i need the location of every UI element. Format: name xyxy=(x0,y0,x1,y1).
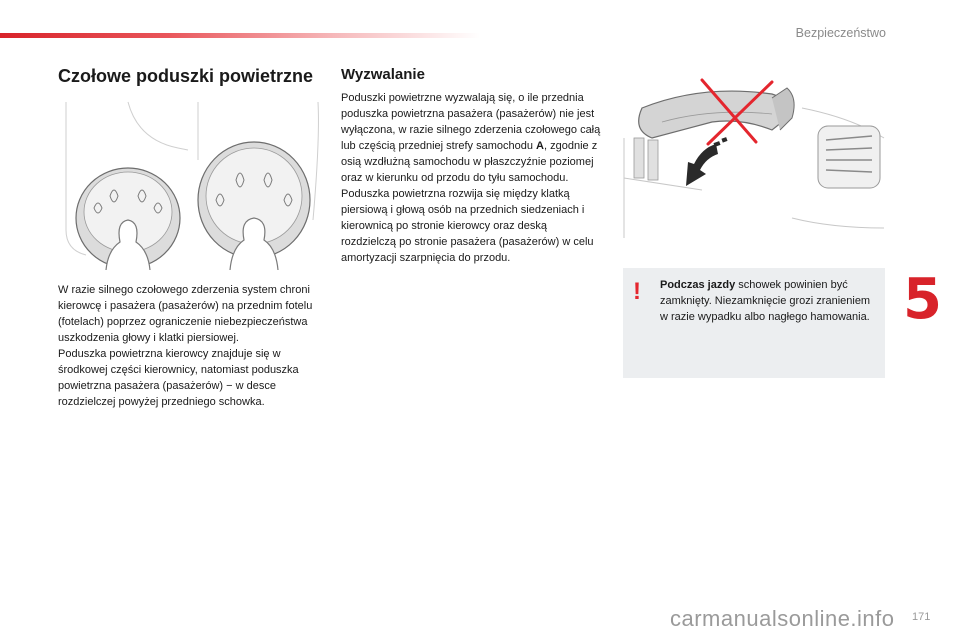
warning-box xyxy=(623,268,885,378)
intro-text xyxy=(58,282,328,410)
deployment-text xyxy=(341,90,605,266)
section-title: Bezpieczeństwo xyxy=(795,26,886,40)
deployment-paragraph: Poduszki powietrzne wyzwalają się, o ile przednia poduszka powietrzna pasażera (pasażerów) nie jest wyłączona, w razie silnego zderzenia czołowego całą lub częścią przedniej strefy samochodu A, zgodnie z osią wzdłużną samochodu w płaszczyźnie poziomej oraz w kierunku od przodu do tyłu samochodu. xyxy=(341,92,601,184)
dashboard-vent xyxy=(818,126,880,188)
warning-body: schowek powinien być zamknięty. Niezamknięcie grozi zranieniem w razie wypadku albo nagłego hamowania. xyxy=(660,279,871,323)
chapter-number: 5 xyxy=(903,267,942,332)
glovebox-warning-illustration xyxy=(622,78,886,246)
section-heading: Wyzwalanie xyxy=(341,66,425,83)
watermark: carmanualsonline.info xyxy=(670,606,895,631)
header-accent-bar xyxy=(0,33,480,38)
page-number: 171 xyxy=(912,611,931,623)
exclamation-icon: ! xyxy=(633,278,641,305)
open-glovebox-lid xyxy=(639,91,787,138)
intro-paragraph: W razie silnego czołowego zderzenia system chroni kierowcę i pasażera (pasażerów) na przednim fotelu (fotelach) poprzez ograniczenie niebezpieczeństwa uszkodzenia głowy i klatki piersiowej. xyxy=(58,284,313,344)
zone-label: A xyxy=(536,140,544,152)
dashboard-buttons xyxy=(634,138,658,180)
passenger-airbag xyxy=(198,142,310,270)
driver-airbag xyxy=(76,168,180,270)
front-airbags-illustration xyxy=(58,100,320,280)
warning-emphasis: Podczas jazdy xyxy=(660,279,736,291)
inflation-paragraph: Poduszka powietrzna rozwija się między klatką piersiową i głową osób na przednich siedzeniach i kierownicą po stronie kierowcy oraz deską rozdzielczą po stronie pasażera (pasażerów) w celu amortyzacji szarpnięcia do przodu. xyxy=(341,188,594,264)
location-paragraph: Poduszka powietrzna kierowcy znajduje się w środkowej części kierownicy, natomiast poduszka powietrzna pasażera (pasażerów) − w desce rozdzielczej powyżej przedniego schowka. xyxy=(58,348,299,408)
page-title: Czołowe poduszki powietrzne xyxy=(58,66,314,86)
warning-text xyxy=(660,277,874,325)
